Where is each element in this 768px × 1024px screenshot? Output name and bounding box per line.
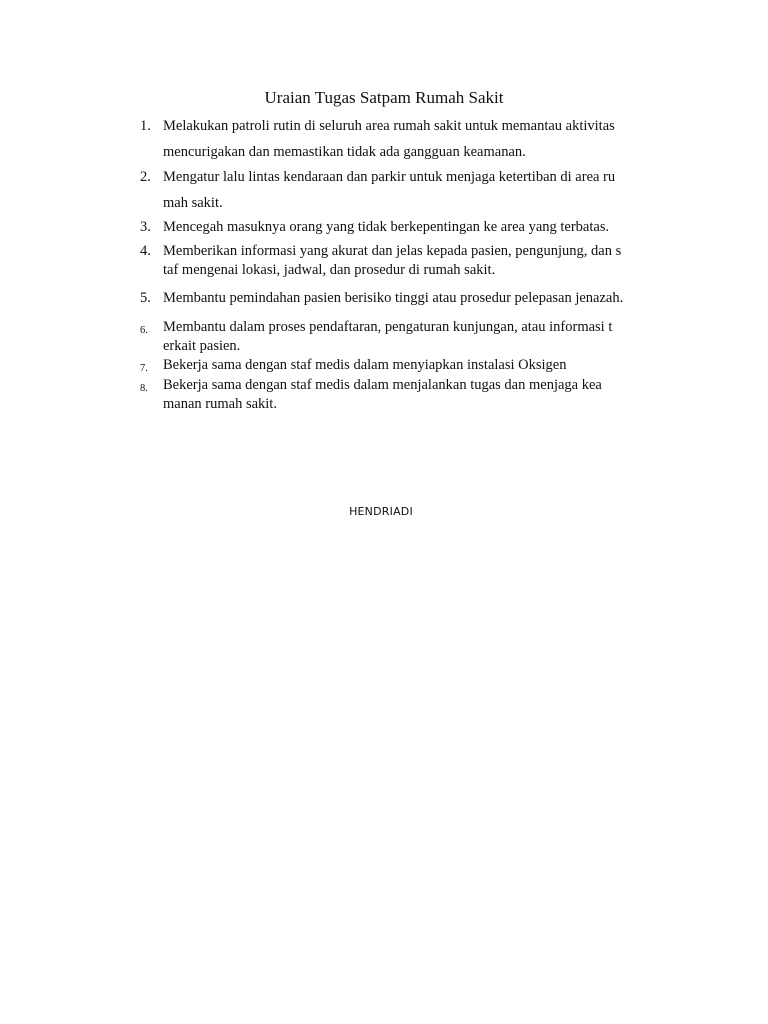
list-item-number: 8. <box>140 383 148 394</box>
list-item-text: taf mengenai lokasi, jadwal, dan prosedur di rumah sakit. <box>163 262 496 278</box>
list-item-text: Membantu dalam proses pendaftaran, pengaturan kunjungan, atau informasi t <box>163 319 613 335</box>
list-item <box>140 242 663 280</box>
list-item-number: 7. <box>140 363 148 374</box>
list-item-number: 6. <box>140 325 148 336</box>
list-item <box>140 356 663 375</box>
list-item-text: Bekerja sama dengan staf medis dalam menyiapkan instalasi Oksigen <box>163 357 567 373</box>
list-item <box>140 117 663 162</box>
list-item <box>140 318 663 356</box>
list-item-number: 5. <box>140 290 151 306</box>
list-item-text: Melakukan patroli rutin di seluruh area rumah sakit untuk memantau aktivitas <box>163 118 615 134</box>
list-item-number: 3. <box>140 219 151 235</box>
list-item-text: Mengatur lalu lintas kendaraan dan parkir untuk menjaga ketertiban di area ru <box>163 169 616 185</box>
list-item-text: Memberikan informasi yang akurat dan jelas kepada pasien, pengunjung, dan s <box>163 243 622 259</box>
list-item-text: mencurigakan dan memastikan tidak ada gangguan keamanan. <box>163 144 526 160</box>
list-item-number: 1. <box>140 118 151 134</box>
signature-text: HENDRIADI <box>349 505 413 518</box>
list-item-number: 4. <box>140 243 151 259</box>
list-item <box>140 168 663 213</box>
list-item-text: mah sakit. <box>163 195 223 211</box>
list-item-text: Membantu pemindahan pasien berisiko tinggi atau prosedur pelepasan jenazah. <box>163 290 624 306</box>
signature-name <box>0 505 768 518</box>
page-title-text: Uraian Tugas Satpam Rumah Sakit <box>264 88 504 107</box>
page-title <box>0 87 768 109</box>
list-item <box>140 289 663 308</box>
list-item-number: 2. <box>140 169 151 185</box>
list-item-text: manan rumah sakit. <box>163 396 277 412</box>
list-item <box>140 376 663 414</box>
list-item <box>140 218 663 237</box>
list-item-text: Bekerja sama dengan staf medis dalam menjalankan tugas dan menjaga kea <box>163 377 602 393</box>
list-item-text: Mencegah masuknya orang yang tidak berkepentingan ke area yang terbatas. <box>163 219 610 235</box>
list-item-text: erkait pasien. <box>163 338 241 354</box>
